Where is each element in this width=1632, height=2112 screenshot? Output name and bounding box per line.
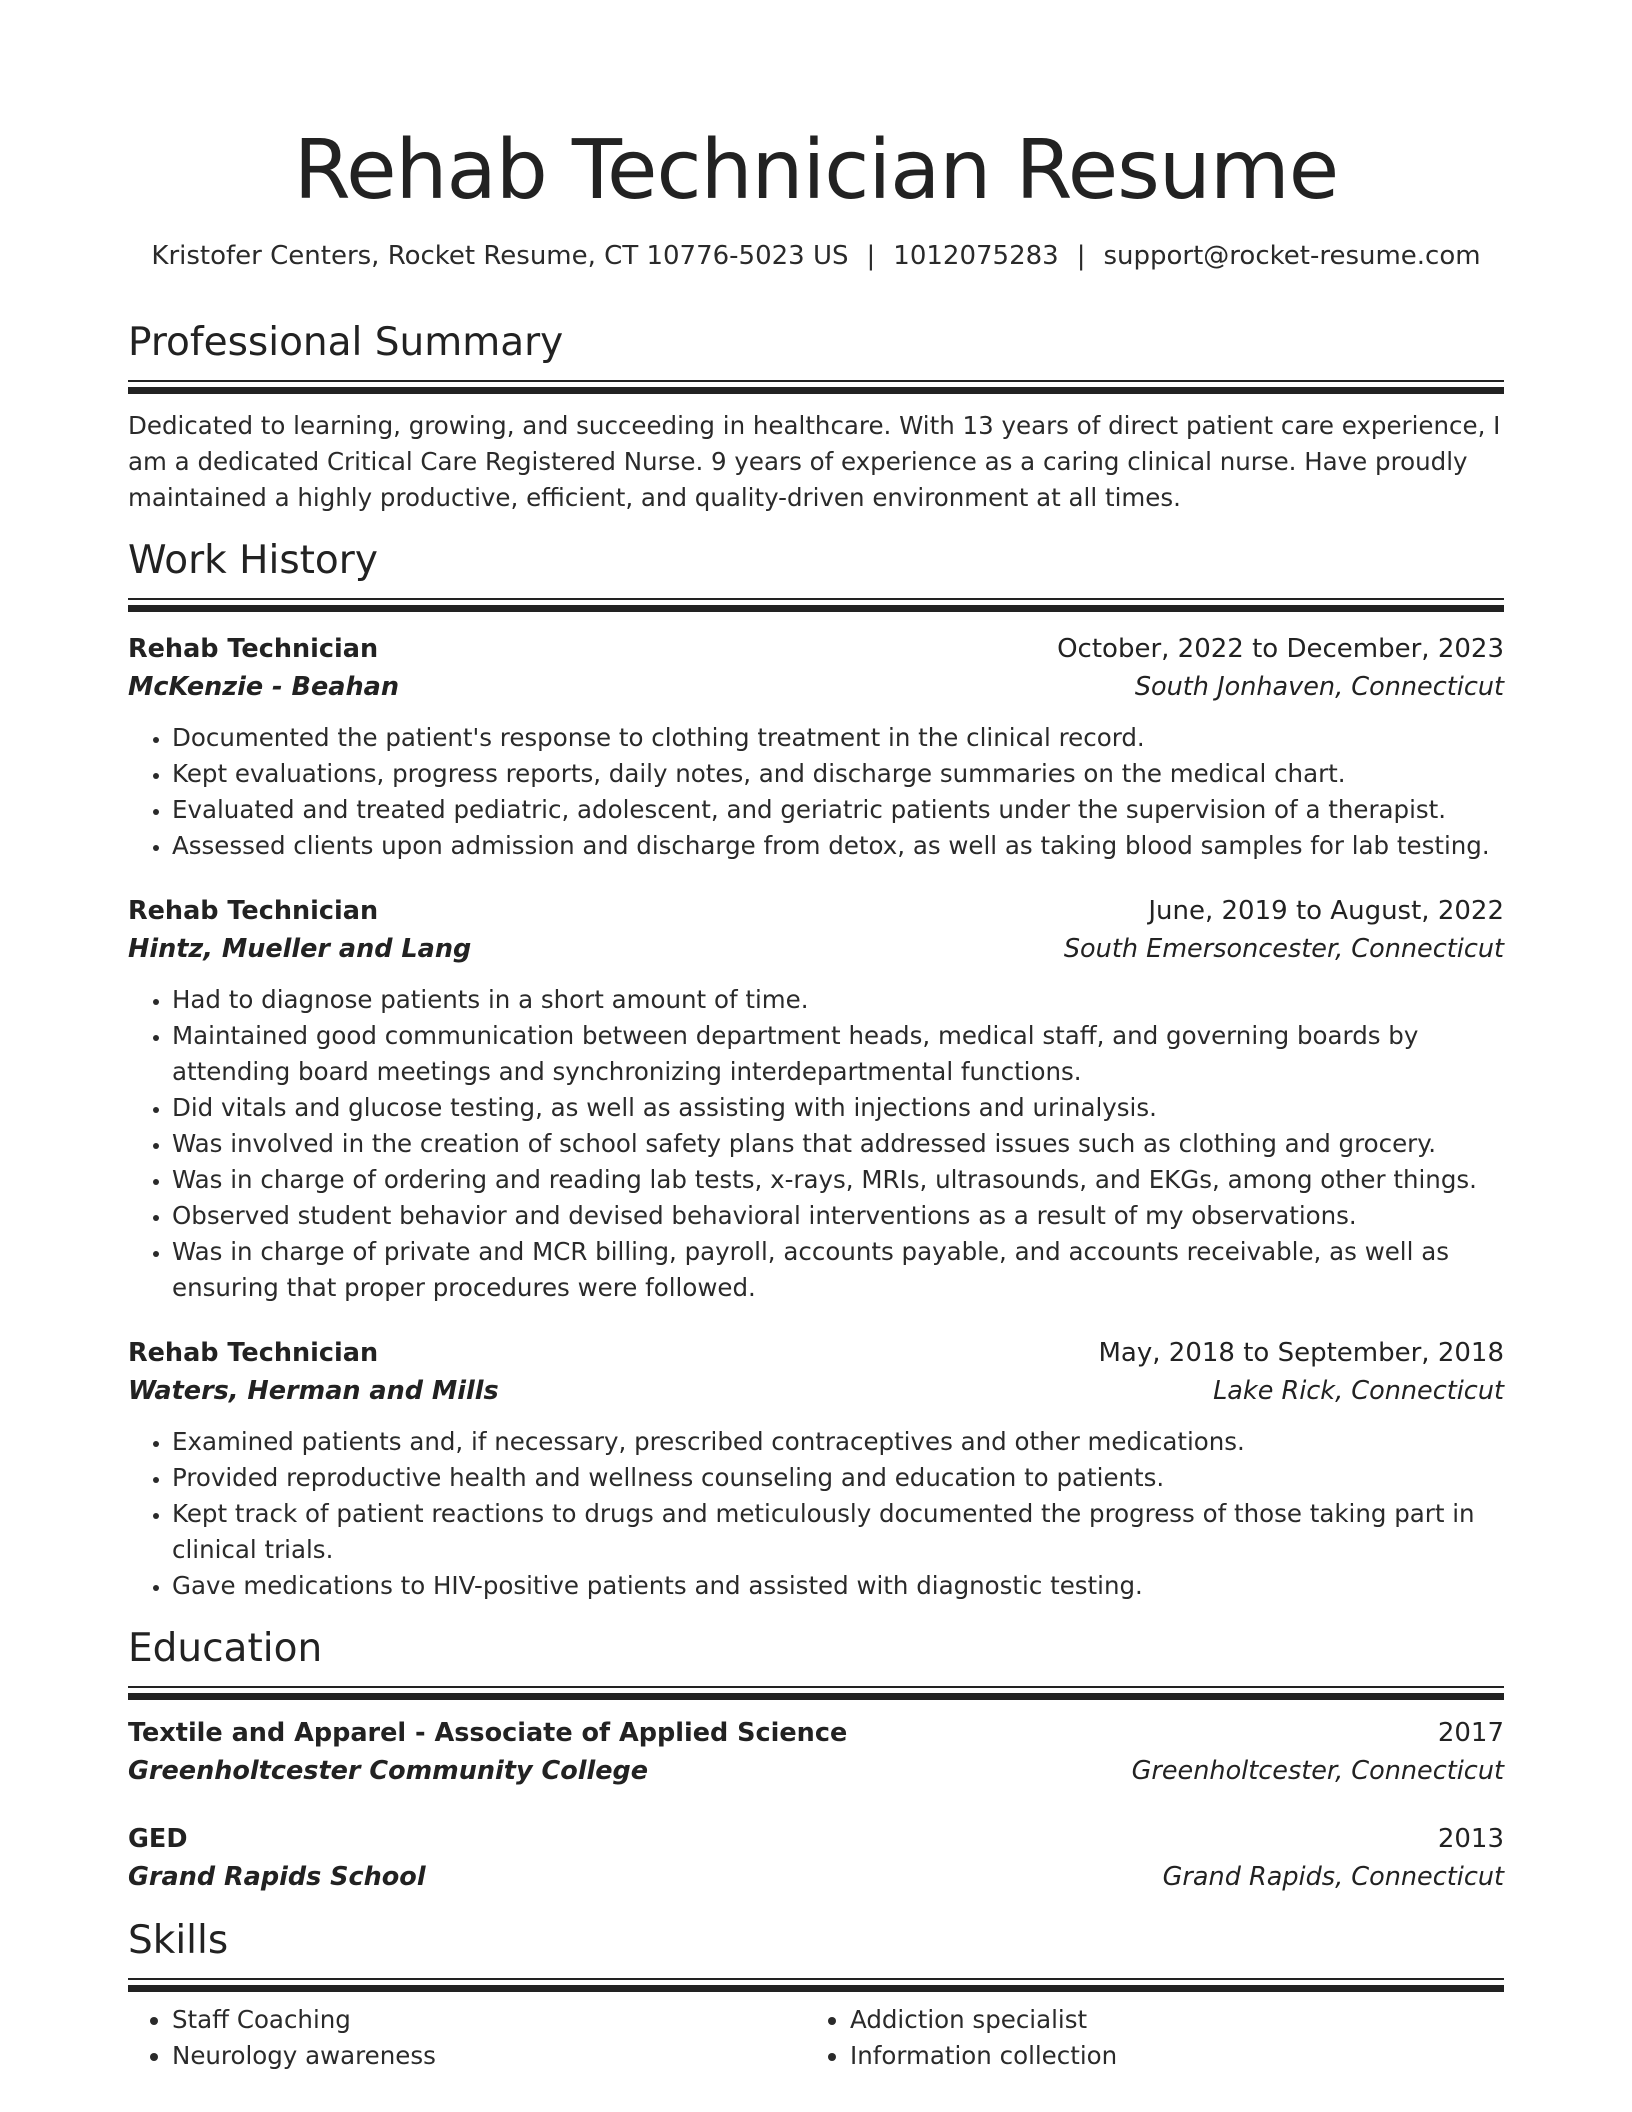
job-dates: October, 2022 to December, 2023 (1057, 634, 1504, 664)
job-bullets (128, 982, 1504, 1306)
job-bullet: • Assessed clients upon admission and discharge from detox, as well as taking blood samples for lab testing. (172, 828, 1504, 864)
job-bullet: • Provided reproductive health and wellness counseling and education to patients. (172, 1460, 1504, 1496)
skill-item: • Neurology awareness (172, 2038, 806, 2074)
education-year: 2013 (1437, 1824, 1504, 1854)
job-dates: May, 2018 to September, 2018 (1098, 1338, 1504, 1368)
contact-separator: | (866, 241, 876, 271)
job-bullets (128, 720, 1504, 864)
job-entry (128, 1334, 1504, 1604)
education-degree: Textile and Apparel - Associate of Applied Science (128, 1718, 848, 1748)
resume-page (128, 0, 1504, 2074)
section-divider (128, 380, 1504, 394)
education-year: 2017 (1437, 1718, 1504, 1748)
job-bullet: • Kept evaluations, progress reports, daily notes, and discharge summaries on the medical chart. (172, 756, 1504, 792)
job-location: South Emersoncester, Connecticut (1063, 934, 1504, 964)
job-title: Rehab Technician (128, 896, 379, 926)
job-bullet: • Was in charge of ordering and reading lab tests, x-rays, MRIs, ultrasounds, and EKGs, among other things. (172, 1162, 1504, 1198)
section-heading-skills: Skills (128, 1918, 229, 1963)
job-location: South Jonhaven, Connecticut (1134, 672, 1504, 702)
job-company: McKenzie - Beahan (128, 672, 399, 702)
summary-text: Dedicated to learning, growing, and succeeding in healthcare. With 13 years of direct patient care experience, I am a dedicated Critical Care Registered Nurse. 9 years of experience as a caring clinical nurse. Have proudly maintained a highly productive, efficient, and quality-driven environment at all times. (128, 411, 1501, 512)
job-location: Lake Rick, Connecticut (1213, 1376, 1504, 1406)
contact-address: Kristofer Centers, Rocket Resume, CT 10776-5023 US (151, 241, 849, 271)
job-bullet: • Maintained good communication between department heads, medical staff, and governing boards by attending board meetings and synchronizing interdepartmental functions. (172, 1018, 1504, 1090)
job-title: Rehab Technician (128, 1338, 379, 1368)
job-bullet: • Examined patients and, if necessary, prescribed contraceptives and other medications. (172, 1424, 1504, 1460)
skill-item: • Addiction specialist (850, 2002, 1484, 2038)
section-heading-summary: Professional Summary (128, 320, 564, 365)
job-title: Rehab Technician (128, 634, 379, 664)
section-divider (128, 1978, 1504, 1992)
job-bullet: • Gave medications to HIV-positive patients and assisted with diagnostic testing. (172, 1568, 1504, 1604)
job-dates: June, 2019 to August, 2022 (1148, 896, 1504, 926)
contact-separator: | (1076, 241, 1086, 271)
job-company: Waters, Herman and Mills (128, 1376, 499, 1406)
job-bullet: • Was involved in the creation of school safety plans that addressed issues such as clothing and grocery. (172, 1126, 1504, 1162)
education-section (128, 1624, 1504, 1896)
skills-section (128, 1916, 1504, 2074)
education-entry (128, 1820, 1504, 1896)
job-bullets (128, 1424, 1504, 1604)
job-company: Hintz, Mueller and Lang (128, 934, 472, 964)
skills-list-right (806, 2002, 1484, 2074)
work-history-section (128, 536, 1504, 1604)
job-bullet: • Had to diagnose patients in a short amount of time. (172, 982, 1504, 1018)
education-location: Grand Rapids, Connecticut (1162, 1862, 1504, 1892)
skill-item: • Information collection (850, 2038, 1484, 2074)
education-degree: GED (128, 1824, 188, 1854)
summary-section (128, 318, 1504, 516)
education-entry (128, 1714, 1504, 1790)
contact-line (128, 238, 1504, 274)
education-location: Greenholtcester, Connecticut (1131, 1756, 1504, 1786)
contact-phone: 1012075283 (893, 241, 1059, 271)
education-school: Greenholtcester Community College (128, 1756, 649, 1786)
job-entry (128, 630, 1504, 864)
section-heading-education: Education (128, 1626, 323, 1671)
job-bullet: • Did vitals and glucose testing, as well as assisting with injections and urinalysis. (172, 1090, 1504, 1126)
skill-item: • Staff Coaching (172, 2002, 806, 2038)
skills-columns (128, 2002, 1504, 2074)
job-bullet: • Documented the patient's response to clothing treatment in the clinical record. (172, 720, 1504, 756)
resume-title: Rehab Technician Resume (293, 123, 1339, 218)
job-bullet: • Evaluated and treated pediatric, adolescent, and geriatric patients under the supervision of a therapist. (172, 792, 1504, 828)
job-bullet: • Observed student behavior and devised behavioral interventions as a result of my observations. (172, 1198, 1504, 1234)
skills-list-left (128, 2002, 806, 2074)
job-bullet: • Was in charge of private and MCR billing, payroll, accounts payable, and accounts receivable, as well as ensuring that proper procedures were followed. (172, 1234, 1504, 1306)
education-school: Grand Rapids School (128, 1862, 426, 1892)
section-divider (128, 598, 1504, 612)
job-entry (128, 892, 1504, 1306)
contact-email[interactable]: support@rocket-resume.com (1103, 241, 1481, 271)
section-heading-work-history: Work History (128, 538, 378, 583)
job-bullet: • Kept track of patient reactions to drugs and meticulously documented the progress of those taking part in clinical trials. (172, 1496, 1504, 1568)
section-divider (128, 1686, 1504, 1700)
